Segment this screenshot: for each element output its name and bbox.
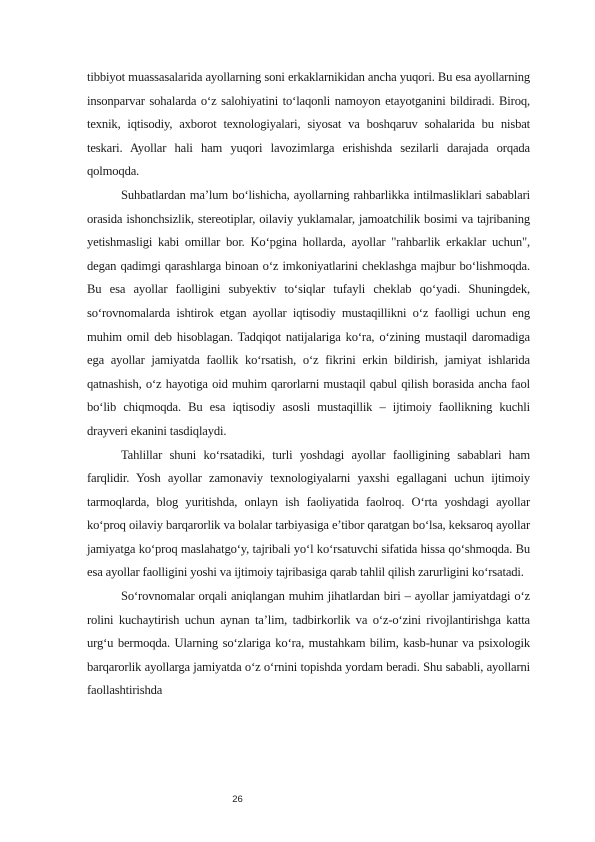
paragraph-age-analysis: Tahlillar shuni ko‘rsatadiki, turli yoshdagi ayollar faolligining sabablari ham farqlidir. Yosh ayollar zamonaviy texnologiyalarni yaxshi egallagani uchun ijtimoiy tarmoqlarda, blog yuritishda, onlayn ish faoliyatida faolroq. O‘rta yoshdagi ayollar ko‘proq oilaviy barqarorlik va bolalar tarbiyasiga e’tibor qaratgan bo‘lsa, keksaroq ayollar jamiyatga ko‘proq maslahatgo‘y, tajribali yo‘l ko‘rsatuvchi sifatida hissa qo‘shmoqda. Bu esa ayollar faolligini yoshi va ijtimoiy tajribasiga qarab tahlil qilish zarurligini ko‘rsatadi. [87, 447, 530, 580]
paragraph-surveys: So‘rovnomalar orqali aniqlangan muhim jihatlardan biri – ayollar jamiyatdagi o‘z rolini kuchaytirish uchun aynan ta’lim, tadbirkorlik va o‘z-o‘zini rivojlantirishga katta urg‘u bermoqda. Ularning so‘zlariga ko‘ra, mustahkam bilim, kasb-hunar va psixologik barqarorlik ayollarga jamiyatda o‘z o‘rnini topishda yordam beradi. Shu sababli, ayollarni faollashtirishda [87, 589, 530, 698]
page-number: 26 [232, 794, 243, 805]
paragraph-continuation: tibbiyot muassasalarida ayollarning soni erkaklarnikidan ancha yuqori. Bu esa ayollarning insonparvar sohalarda o‘z salohiyatini to‘laqonli namoyon etayotganini bildiradi. Biroq, texnik, iqtisodiy, axborot texnologiyalari, siyosat va boshqaruv sohalarida bu nisbat teskari. Ayollar hali ham yuqori lavozimlarga erishishda sezilarli darajada orqada qolmoqda. [87, 70, 530, 179]
paragraph-interviews: Suhbatlardan ma’lum bo‘lishicha, ayollarning rahbarlikka intilmasliklari sabablari orasida ishonchsizlik, stereotiplar, oilaviy yuklamalar, jamoatchilik bosimi va tajribaning yetishmasligi kabi omillar bor. Ko‘pgina hollarda, ayollar "rahbarlik erkaklar uchun", degan qadimgi qarashlarga binoan o‘z imkoniyatlarini cheklashga majbur bo‘lishmoqda. Bu esa ayollar faolligini subyektiv to‘siqlar tufayli cheklab qo‘yadi. Shuningdek, so‘rovnomalarda ishtirok etgan ayollar iqtisodiy mustaqillikni o‘z faolligi uchun eng muhim omil deb hisoblagan. Tadqiqot natijalariga ko‘ra, o‘zining mustaqil daromadiga ega ayollar jamiyatda faollik ko‘rsatish, o‘z fikrini erkin bildirish, jamiyat ishlarida qatnashish, o‘z hayotiga oid muhim qarorlarni mustaqil qabul qilish borasida ancha faol bo‘lib chiqmoqda. Bu esa iqtisodiy asosli mustaqillik – ijtimoiy faollikning kuchli drayveri ekanini tasdiqlaydi. [87, 187, 530, 438]
document-page [87, 66, 530, 703]
